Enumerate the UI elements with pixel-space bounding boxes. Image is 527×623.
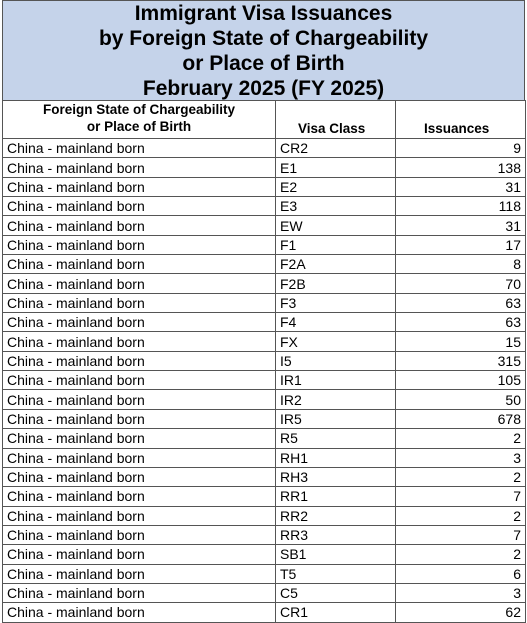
column-header-state-line2: or Place of Birth: [86, 119, 192, 134]
cell-state: China - mainland born: [3, 429, 276, 448]
cell-visa-class: RR3: [276, 525, 396, 544]
cell-issuances: 7: [396, 525, 526, 544]
cell-issuances: 678: [396, 409, 526, 428]
table-row: [3, 371, 526, 390]
table-row: [3, 525, 526, 544]
cell-visa-class: F3: [276, 293, 396, 312]
cell-visa-class: RH3: [276, 467, 396, 486]
cell-issuances: 31: [396, 177, 526, 196]
cell-visa-class: RH1: [276, 448, 396, 467]
table-row: [3, 564, 526, 583]
cell-visa-class: E2: [276, 177, 396, 196]
cell-state: China - mainland born: [3, 564, 276, 583]
cell-issuances: 15: [396, 332, 526, 351]
cell-issuances: 62: [396, 603, 526, 622]
cell-visa-class: SB1: [276, 545, 396, 564]
cell-issuances: 63: [396, 313, 526, 332]
report-sheet: [2, 0, 525, 623]
cell-issuances: 17: [396, 235, 526, 254]
table-row: [3, 448, 526, 467]
cell-state: China - mainland born: [3, 177, 276, 196]
cell-visa-class: F2B: [276, 274, 396, 293]
cell-issuances: 63: [396, 293, 526, 312]
table-row: [3, 313, 526, 332]
cell-state: China - mainland born: [3, 487, 276, 506]
table-row: [3, 409, 526, 428]
cell-visa-class: FX: [276, 332, 396, 351]
table-row: [3, 235, 526, 254]
table-row: [3, 177, 526, 196]
cell-issuances: 2: [396, 506, 526, 525]
table-row: [3, 487, 526, 506]
cell-visa-class: R5: [276, 429, 396, 448]
cell-state: China - mainland born: [3, 448, 276, 467]
table-row: [3, 274, 526, 293]
column-header-visa-class: Visa Class: [276, 101, 396, 139]
title-line-2: by Foreign State of Chargeability: [98, 27, 429, 50]
cell-visa-class: C5: [276, 583, 396, 602]
cell-issuances: 3: [396, 583, 526, 602]
cell-issuances: 2: [396, 429, 526, 448]
cell-visa-class: F2A: [276, 255, 396, 274]
table-row: [3, 351, 526, 370]
cell-visa-class: RR1: [276, 487, 396, 506]
table-row: [3, 255, 526, 274]
column-header-state: [3, 101, 276, 139]
header-row: [3, 101, 526, 139]
table-row: [3, 467, 526, 486]
cell-visa-class: T5: [276, 564, 396, 583]
column-header-issuances: Issuances: [396, 101, 526, 139]
cell-issuances: 70: [396, 274, 526, 293]
cell-state: China - mainland born: [3, 467, 276, 486]
cell-state: China - mainland born: [3, 371, 276, 390]
cell-issuances: 7: [396, 487, 526, 506]
cell-state: China - mainland born: [3, 525, 276, 544]
cell-issuances: 105: [396, 371, 526, 390]
title-line-1: Immigrant Visa Issuances: [134, 2, 393, 25]
cell-state: China - mainland born: [3, 351, 276, 370]
cell-state: China - mainland born: [3, 603, 276, 622]
table-row: [3, 603, 526, 622]
cell-state: China - mainland born: [3, 332, 276, 351]
cell-state: China - mainland born: [3, 139, 276, 158]
cell-issuances: 8: [396, 255, 526, 274]
cell-issuances: 2: [396, 467, 526, 486]
cell-state: China - mainland born: [3, 506, 276, 525]
table-row: [3, 216, 526, 235]
cell-visa-class: IR2: [276, 390, 396, 409]
cell-state: China - mainland born: [3, 235, 276, 254]
cell-issuances: 2: [396, 545, 526, 564]
cell-issuances: 6: [396, 564, 526, 583]
cell-state: China - mainland born: [3, 158, 276, 177]
cell-issuances: 118: [396, 197, 526, 216]
cell-visa-class: I5: [276, 351, 396, 370]
title-line-4: February 2025 (FY 2025): [142, 77, 385, 100]
cell-state: China - mainland born: [3, 197, 276, 216]
cell-state: China - mainland born: [3, 216, 276, 235]
table-row: [3, 197, 526, 216]
table-body: [3, 139, 526, 623]
table-row: [3, 293, 526, 312]
table-row: [3, 506, 526, 525]
table-row: [3, 429, 526, 448]
cell-state: China - mainland born: [3, 274, 276, 293]
cell-visa-class: IR1: [276, 371, 396, 390]
cell-state: China - mainland born: [3, 255, 276, 274]
cell-state: China - mainland born: [3, 583, 276, 602]
table-row: [3, 158, 526, 177]
cell-visa-class: RR2: [276, 506, 396, 525]
cell-issuances: 9: [396, 139, 526, 158]
table-row: [3, 332, 526, 351]
table-row: [3, 139, 526, 158]
cell-visa-class: E1: [276, 158, 396, 177]
cell-state: China - mainland born: [3, 313, 276, 332]
title-line-3: or Place of Birth: [182, 52, 345, 75]
cell-visa-class: CR2: [276, 139, 396, 158]
cell-visa-class: F4: [276, 313, 396, 332]
cell-state: China - mainland born: [3, 390, 276, 409]
report-title-block: [2, 0, 525, 100]
cell-state: China - mainland born: [3, 545, 276, 564]
table-row: [3, 390, 526, 409]
issuance-table: [2, 100, 526, 623]
cell-issuances: 50: [396, 390, 526, 409]
table-row: [3, 583, 526, 602]
cell-visa-class: IR5: [276, 409, 396, 428]
cell-issuances: 315: [396, 351, 526, 370]
cell-state: China - mainland born: [3, 409, 276, 428]
table-row: [3, 545, 526, 564]
cell-visa-class: EW: [276, 216, 396, 235]
cell-visa-class: F1: [276, 235, 396, 254]
cell-issuances: 3: [396, 448, 526, 467]
cell-visa-class: CR1: [276, 603, 396, 622]
cell-issuances: 31: [396, 216, 526, 235]
cell-state: China - mainland born: [3, 293, 276, 312]
cell-visa-class: E3: [276, 197, 396, 216]
column-header-state-line1: Foreign State of Chargeability: [42, 102, 236, 117]
cell-issuances: 138: [396, 158, 526, 177]
